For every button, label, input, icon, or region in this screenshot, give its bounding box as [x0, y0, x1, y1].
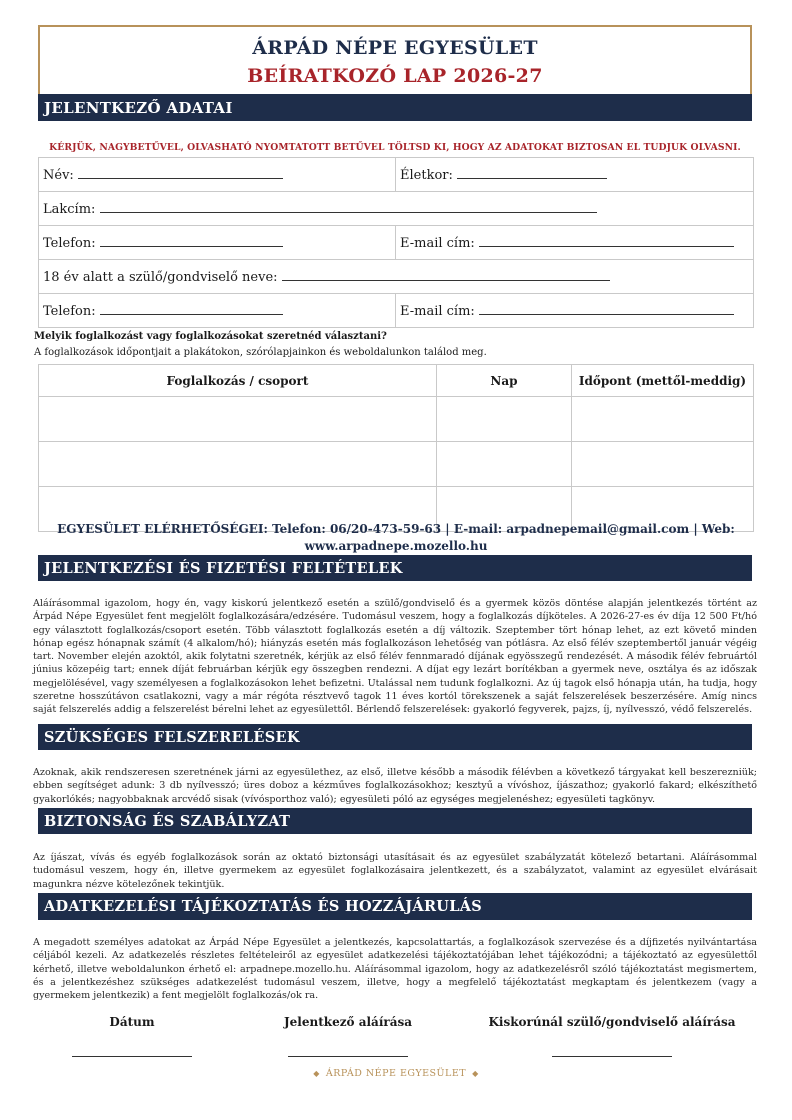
date-line[interactable] — [72, 1056, 192, 1057]
applicant-signature-line[interactable] — [288, 1056, 408, 1057]
day-cell[interactable] — [437, 397, 572, 442]
website-link[interactable]: www.arpadnepe.mozello.hu — [304, 539, 488, 553]
applicant-form — [38, 157, 754, 328]
section-privacy-heading: ADATKEZELÉSI TÁJÉKOZTATÁS ÉS HOZZÁJÁRULÁS — [38, 893, 752, 920]
activity-table — [38, 364, 754, 532]
section-equipment-heading: SZÜKSÉGES FELSZERELÉSEK — [38, 724, 752, 750]
diamond-icon: ◆ — [472, 1069, 479, 1078]
address-field[interactable] — [39, 192, 754, 226]
form-title: BEÍRATKOZÓ LAP 2026-27 — [247, 65, 543, 87]
email-blank[interactable] — [479, 234, 734, 247]
age-field[interactable] — [396, 158, 754, 192]
activity-cell[interactable] — [39, 442, 437, 487]
section-terms-heading: JELENTKEZÉSI ÉS FIZETÉSI FELTÉTELEK — [38, 555, 752, 581]
guardian-phone-field[interactable] — [39, 294, 396, 328]
guardian-name-field[interactable] — [39, 260, 754, 294]
name-field[interactable] — [39, 158, 396, 192]
email-label: E-mail cím: — [400, 236, 475, 251]
column-activity: Foglalkozás / csoport — [39, 365, 437, 397]
footer — [0, 1068, 792, 1079]
guardian-name-label: 18 év alatt a szülő/gondviselő neve: — [43, 270, 278, 285]
name-label: Név: — [43, 168, 74, 183]
safety-text: Az íjászat, vívás és egyéb foglalkozások során az oktató biztonsági utasításait és az egyesület szabályzatát kötelező betartani. Aláírásommal tudomásul veszem, hogy én, illetve gyermekem az egyesület foglalkozásaira jelentkezett, és a szabályzatot, valamint az egyesület elvárásait magunkra nézve kötelezőnek tekintjük. — [33, 852, 757, 890]
section-applicant-heading: JELENTKEZŐ ADATAI — [38, 94, 752, 121]
guardian-signature-line[interactable] — [552, 1056, 672, 1057]
guardian-email-field[interactable] — [396, 294, 754, 328]
time-cell[interactable] — [572, 442, 754, 487]
age-label: Életkor: — [400, 168, 453, 183]
column-day: Nap — [437, 365, 572, 397]
privacy-text: A megadott személyes adatokat az Árpád Népe Egyesület a jelentkezés, kapcsolattartás, a foglalkozások szervezése és a díjfizetés nyilvántartása céljából kezeli. Az adatkezelés részletes feltételeiről az egyesület adatkezelési tájékoztatójában lehet tájékozódni; a tájékoztató az egyesülettől kérhető, illetve weboldalunkon érhető el: arpadnepe.mozello.hu. Aláírásommal igazolom, hogy az adatkezelésről szóló tájékoztatást megismertem, és a jelentkezéshez szükséges adatkezelést tudomásul veszem, illetve, hogy a megfelelő tájékoztatást megkaptam és jelentkezem (vagy a gyermekem jelentkezik) a fent megjelölt foglalkozás/ok ra. — [33, 937, 757, 1002]
activity-question: Melyik foglalkozást vagy foglalkozásokat szeretnéd választani? — [34, 331, 387, 342]
activity-hint: A foglalkozások időpontjait a plakátokon, szórólapjainkon és weboldalunkon találod meg. — [34, 347, 487, 358]
phone-blank[interactable] — [100, 234, 283, 247]
guardian-phone-blank[interactable] — [100, 302, 283, 315]
fill-notice: KÉRJÜK, NAGYBETŰVEL, OLVASHATÓ NYOMTATOTT BETŰVEL TÖLTSD KI, HOGY AZ ADATOKAT BIZTOSAN EL TUDJUK OLVASNI. — [49, 142, 741, 153]
email-field[interactable] — [396, 226, 754, 260]
guardian-name-blank[interactable] — [282, 268, 610, 281]
contact-line: EGYESÜLET ELÉRHETŐSÉGEI: Telefon: 06/20-473-59-63 | E-mail: arpadnepemail@gmail.com | Web: — [57, 522, 735, 536]
guardian-email-blank[interactable] — [479, 302, 734, 315]
guardian-phone-label: Telefon: — [43, 304, 96, 319]
organization-title: ÁRPÁD NÉPE EGYESÜLET — [252, 37, 538, 59]
table-row — [39, 442, 754, 487]
applicant-signature-label: Jelentkező aláírása — [283, 1015, 412, 1029]
date-label: Dátum — [109, 1015, 155, 1029]
contact-info — [38, 521, 754, 555]
column-time: Időpont (mettől-meddig) — [572, 365, 754, 397]
terms-text: Aláírásommal igazolom, hogy én, vagy kiskorú jelentkező esetén a szülő/gondviselő és a gyermek közös döntése alapján jelentkezés történt az Árpád Népe Egyesület fent megjelölt foglalkozására/edzésére. Tudomásul veszem, hogy a foglalkozás díjköteles. A 2026-27-es év díja 12 500 Ft/hó egy választott foglalkozás/csoport esetén. Több választott foglalkozás esetén a díj változik. Szeptember tört hónap lehet, az ezt követő minden hónap egész hónapnak számít (4 alkalom/hó); hiányzás esetén más foglalkozáson lehetőség van pótlásra. Az első félév szeptembertől január végéig tart. November elején azoktól, akik folytatni szeretnék, kérjük az első félév fennmaradó díjának egyösszegű rendezését. A második félév februártól június közepéig tart; ennek díját februárban kérjük egy összegben rendezni. A díjat egy lezárt borítékban a gyermek neve, osztálya és az időszak megjelölésével, vagy személyesen a foglalkozásokon lehet befizetni. Utalással nem tudunk foglalkozni. Az új tagok első hónapja után, ha tudja, hogy szeretne hosszútávon csatlakozni, vagy a már régóta résztvevő tagok 11 éves kortól törekszenek a saját felszerelések beszerzésére. Amíg nincs saját felszerelés addig a felszerelést bérelni lehet az egyesülettől. Bérlendő felszerelések: gyakorló fegyverek, pajzs, íj, nyílvesszó, védő felszerelés. — [33, 598, 757, 716]
address-label: Lakcím: — [43, 202, 96, 217]
guardian-signature-label: Kiskorúnál szülő/gondviselő aláírása — [488, 1015, 736, 1029]
age-blank[interactable] — [457, 166, 607, 179]
name-blank[interactable] — [78, 166, 283, 179]
diamond-icon: ◆ — [313, 1069, 320, 1078]
table-row — [39, 397, 754, 442]
footer-text: ÁRPÁD NÉPE EGYESÜLET — [325, 1068, 467, 1079]
phone-label: Telefon: — [43, 236, 96, 251]
guardian-email-label: E-mail cím: — [400, 304, 475, 319]
section-safety-heading: BIZTONSÁG ÉS SZABÁLYZAT — [38, 808, 752, 834]
equipment-text: Azoknak, akik rendszeresen szeretnének járni az egyesülethez, az első, illetve később a második félévben a következő tárgyakat kell beszerezniük; ebben segítséget adunk: 3 db nyílvesszó; üres doboz a kézműves foglalkozásokhoz; kesztyű a vívóshoz, íjászathoz; gyakorló fakard; elkészíthető gyakorlókés; nagyobbaknak arcvédő sisak (vívósporthoz való); egyesületi póló az egységes megjelenéshez; egyesületi tagkönyv. — [33, 767, 757, 805]
phone-field[interactable] — [39, 226, 396, 260]
time-cell[interactable] — [572, 397, 754, 442]
activity-cell[interactable] — [39, 397, 437, 442]
address-blank[interactable] — [100, 200, 597, 213]
day-cell[interactable] — [437, 442, 572, 487]
